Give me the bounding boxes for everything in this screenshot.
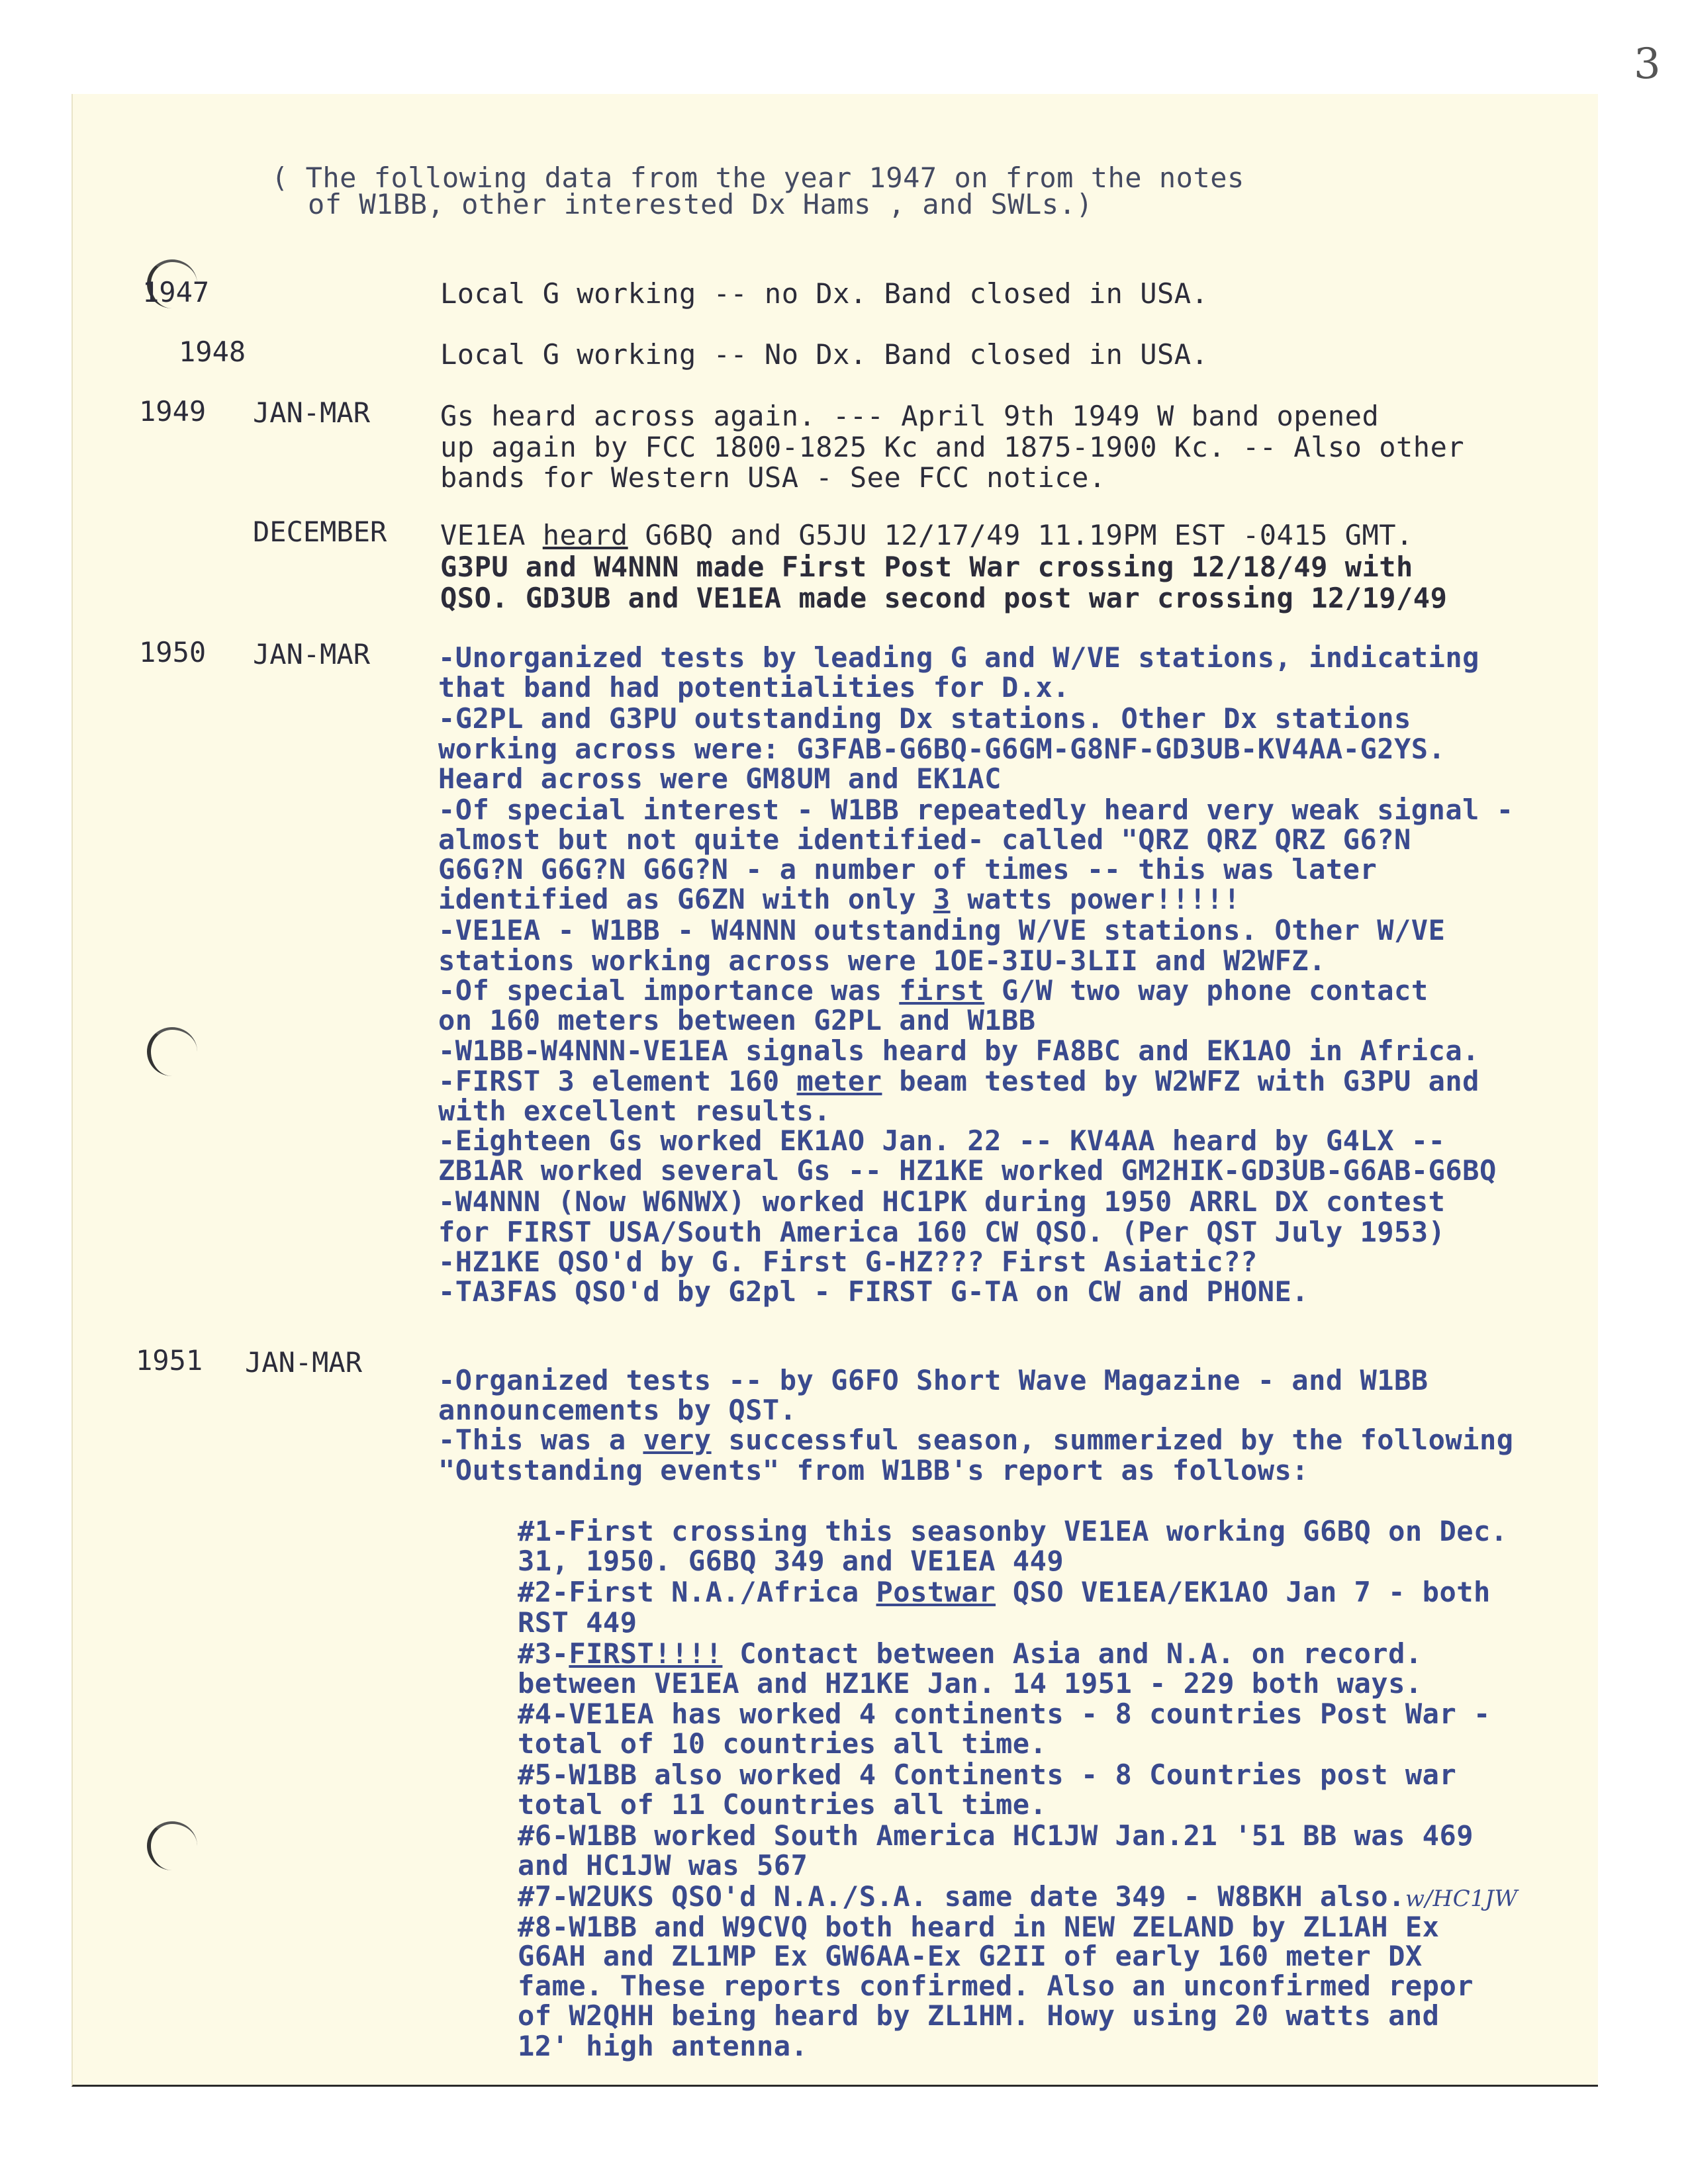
event-8-line: #8-W1BB and W9CVQ both heard in NEW ZELAND by ZL1AH Ex <box>518 1911 1440 1943</box>
entry-1950-line: -W4NNN (Now W6NWX) worked HC1PK during 1950 ARRL DX contest <box>438 1185 1446 1218</box>
entry-1949-line: up again by FCC 1800-1825 Kc and 1875-1900 Kc. -- Also other <box>440 431 1465 463</box>
punch-hole <box>147 1821 197 1870</box>
period-december: DECEMBER <box>253 516 387 548</box>
entry-1950-line: working across were: G3FAB-G6BQ-G6GM-G8NF-GD3UB-KV4AA-G2YS. <box>438 733 1446 765</box>
entry-1951-line: -Organized tests -- by G6FO Short Wave Magazine - and W1BB <box>438 1364 1429 1396</box>
year-1949: 1949 <box>139 395 207 428</box>
year-1950: 1950 <box>139 636 207 668</box>
event-6-line: #6-W1BB worked South America HC1JW Jan.21 '51 BB was 469 <box>518 1819 1474 1852</box>
event-5-line: #5-W1BB also worked 4 Continents - 8 Countries post war <box>518 1758 1457 1791</box>
year-1947: 1947 <box>142 276 210 308</box>
entry-1947: Local G working -- no Dx. Band closed in USA. <box>440 277 1209 310</box>
entry-1950-line: for FIRST USA/South America 160 CW QSO. (Per QST July 1953) <box>438 1216 1446 1248</box>
entry-1950-line: stations working across were 1OE-3IU-3LII and W2WFZ. <box>438 944 1326 977</box>
event-8-line: 12' high antenna. <box>518 2030 808 2062</box>
entry-1950-line: -VE1EA - W1BB - W4NNN outstanding W/VE stations. Other W/VE <box>438 914 1446 946</box>
entry-december-line: G3PU and W4NNN made First Post War crossing 12/18/49 with <box>440 551 1413 583</box>
event-8-line: of W2QHH being heard by ZL1HM. Howy using 20 watts and <box>518 1999 1440 2032</box>
entry-1949-line: bands for Western USA - See FCC notice. <box>440 461 1106 494</box>
entry-1950-line: -HZ1KE QSO'd by G. First G-HZ??? First Asiatic?? <box>438 1246 1258 1278</box>
event-3-line: between VE1EA and HZ1KE Jan. 14 1951 - 229 both ways. <box>518 1667 1423 1700</box>
entry-1950-line: almost but not quite identified- called "QRZ QRZ QRZ G6?N <box>438 823 1411 856</box>
event-2-line: #2-First N.A./Africa Postwar QSO VE1EA/EK1AO Jan 7 - both <box>518 1576 1491 1608</box>
entry-1950-line: on 160 meters between G2PL and W1BB <box>438 1004 1036 1036</box>
entry-1951-line: announcements by QST. <box>438 1394 797 1426</box>
event-4-line: #4-VE1EA has worked 4 continents - 8 countries Post War - <box>518 1698 1491 1730</box>
entry-1950-line: ZB1AR worked several Gs -- HZ1KE worked GM2HIK-GD3UB-G6AB-G6BQ <box>438 1154 1497 1187</box>
year-1951: 1951 <box>136 1344 203 1377</box>
header-line-2: of W1BB, other interested Dx Hams , and SWLs.) <box>308 188 1094 220</box>
event-2-line: RST 449 <box>518 1606 637 1639</box>
entry-1950-line: that band had potentialities for D.x. <box>438 671 1070 704</box>
entry-1950-line: -W1BB-W4NNN-VE1EA signals heard by FA8BC and EK1AO in Africa. <box>438 1034 1479 1067</box>
header-line-1: ( The following data from the year 1947 on from the notes <box>271 161 1244 194</box>
event-6-line: and HC1JW was 567 <box>518 1849 808 1882</box>
event-3-line: #3-FIRST!!!! Contact between Asia and N.A. on record. <box>518 1637 1423 1670</box>
year-1948: 1948 <box>179 336 246 368</box>
event-8-line: fame. These reports confirmed. Also an unconfirmed repor <box>518 1970 1474 2002</box>
event-7-line: #7-W2UKS QSO'd N.A./S.A. same date 349 - W8BKH also.w/HC1JW <box>518 1880 1518 1913</box>
event-1-line: #1-First crossing this seasonby VE1EA working G6BQ on Dec. <box>518 1515 1508 1547</box>
entry-1951-line: -This was a very successful season, summerized by the following <box>438 1424 1514 1456</box>
event-1-line: 31, 1950. G6BQ 349 and VE1EA 449 <box>518 1545 1064 1577</box>
event-4-line: total of 10 countries all time. <box>518 1727 1047 1760</box>
entry-1950-line: -G2PL and G3PU outstanding Dx stations. Other Dx stations <box>438 702 1411 735</box>
entry-1949-line: Gs heard across again. --- April 9th 1949 W band opened <box>440 400 1380 432</box>
entry-1950-line: -Eighteen Gs worked EK1AO Jan. 22 -- KV4AA heard by G4LX -- <box>438 1124 1446 1157</box>
entry-1950-line: identified as G6ZN with only 3 watts power!!!!! <box>438 883 1241 915</box>
period-1949: JAN-MAR <box>253 396 371 429</box>
entry-december-line: VE1EA heard G6BQ and G5JU 12/17/49 11.19PM EST -0415 GMT. <box>440 519 1413 551</box>
entry-1951-line: "Outstanding events" from W1BB's report as follows: <box>438 1454 1309 1486</box>
period-1951: JAN-MAR <box>245 1346 363 1379</box>
event-8-line: G6AH and ZL1MP Ex GW6AA-Ex G2II of early 160 meter DX <box>518 1940 1423 1972</box>
entry-1950-line: -FIRST 3 element 160 meter beam tested by W2WFZ with G3PU and <box>438 1065 1479 1097</box>
punch-hole <box>147 1027 197 1076</box>
period-1950: JAN-MAR <box>253 638 371 670</box>
event-5-line: total of 11 Countries all time. <box>518 1788 1047 1821</box>
entry-1950-line: -Of special interest - W1BB repeatedly heard very weak signal - <box>438 794 1514 826</box>
entry-1948: Local G working -- No Dx. Band closed in USA. <box>440 338 1209 371</box>
entry-1950-line: -TA3FAS QSO'd by G2pl - FIRST G-TA on CW and PHONE. <box>438 1275 1309 1308</box>
entry-1950-line: G6G?N G6G?N G6G?N - a number of times -- this was later <box>438 853 1378 886</box>
page-number: 3 <box>1634 40 1661 89</box>
entry-1950-line: with excellent results. <box>438 1095 831 1127</box>
entry-1950-line: Heard across were GM8UM and EK1AC <box>438 762 1002 795</box>
entry-1950-line: -Of special importance was first G/W two way phone contact <box>438 974 1429 1007</box>
entry-1950-line: -Unorganized tests by leading G and W/VE stations, indicating <box>438 641 1479 674</box>
entry-december-line: QSO. GD3UB and VE1EA made second post war crossing 12/19/49 <box>440 582 1448 614</box>
handwritten-note: w/HC1JW <box>1405 1886 1518 1912</box>
